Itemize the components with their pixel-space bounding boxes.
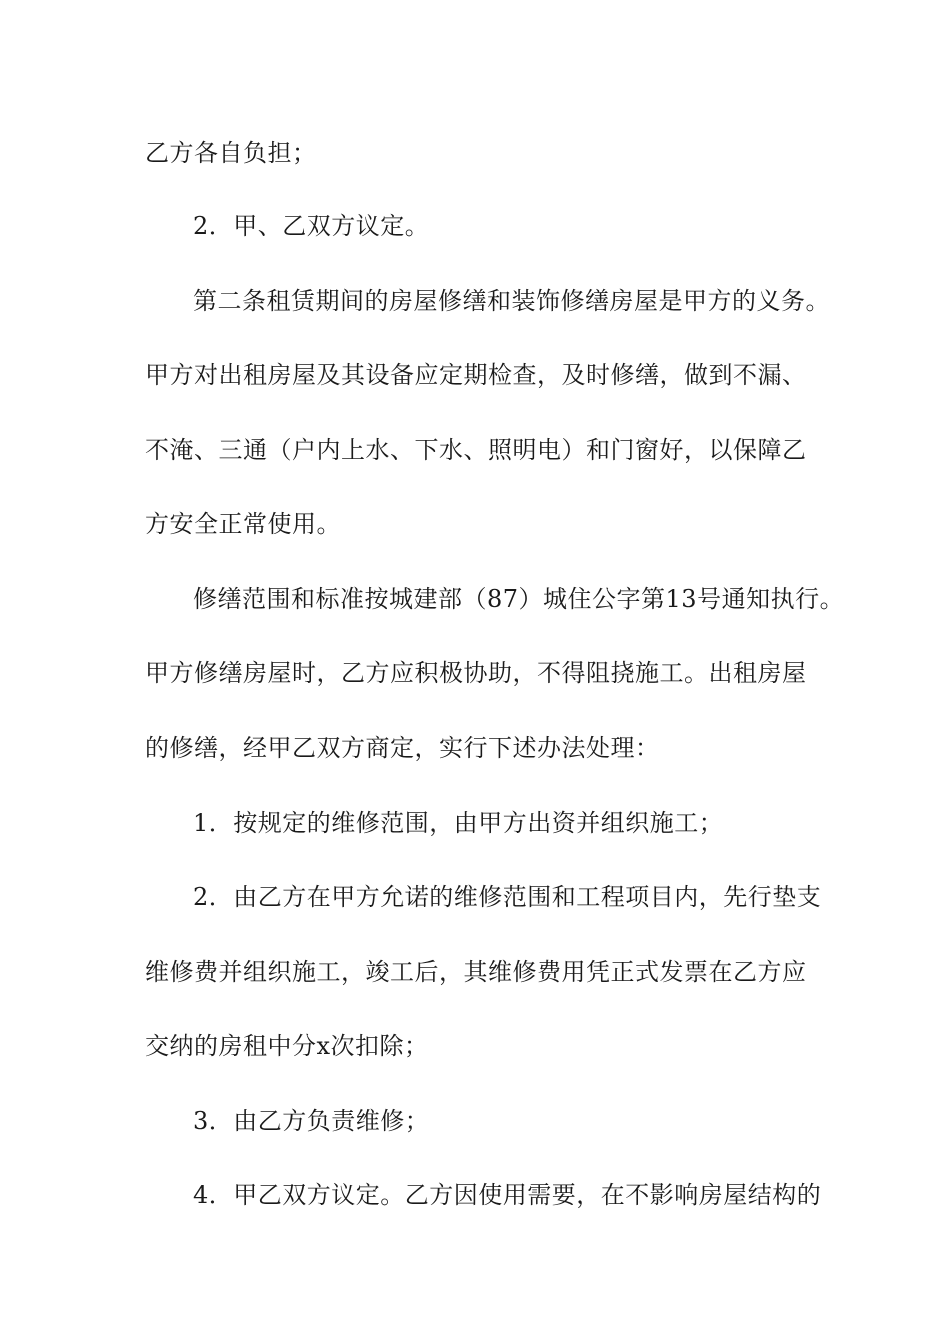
text-line-6: 方安全正常使用。	[145, 510, 341, 538]
text-line-7: 修缮范围和标准按城建部（87）城住公字第13号通知执行。	[193, 585, 845, 613]
text-line-10: 1．按规定的维修范围，由甲方出资并组织施工；	[193, 809, 724, 837]
text-line-9: 的修缮，经甲乙双方商定，实行下述办法处理：	[145, 734, 660, 762]
text-line-13: 交纳的房租中分x次扣除；	[145, 1032, 429, 1060]
text-line-1: 乙方各自负担；	[145, 139, 317, 167]
text-line-11: 2．由乙方在甲方允诺的维修范围和工程项目内，先行垫支	[193, 883, 822, 911]
text-line-2: 2．甲、乙双方议定。	[193, 212, 430, 240]
text-line-14: 3．由乙方负责维修；	[193, 1107, 430, 1135]
text-line-4: 甲方对出租房屋及其设备应定期检查，及时修缮，做到不漏、	[145, 361, 807, 389]
text-line-12: 维修费并组织施工，竣工后，其维修费用凭正式发票在乙方应	[145, 958, 807, 986]
text-line-5: 不淹、三通（户内上水、下水、照明电）和门窗好，以保障乙	[145, 436, 807, 464]
text-line-3: 第二条租赁期间的房屋修缮和装饰修缮房屋是甲方的义务。	[193, 287, 830, 315]
text-line-15: 4．甲乙双方议定。乙方因使用需要，在不影响房屋结构的	[193, 1181, 822, 1209]
text-line-8: 甲方修缮房屋时，乙方应积极协助，不得阻挠施工。出租房屋	[145, 659, 807, 687]
